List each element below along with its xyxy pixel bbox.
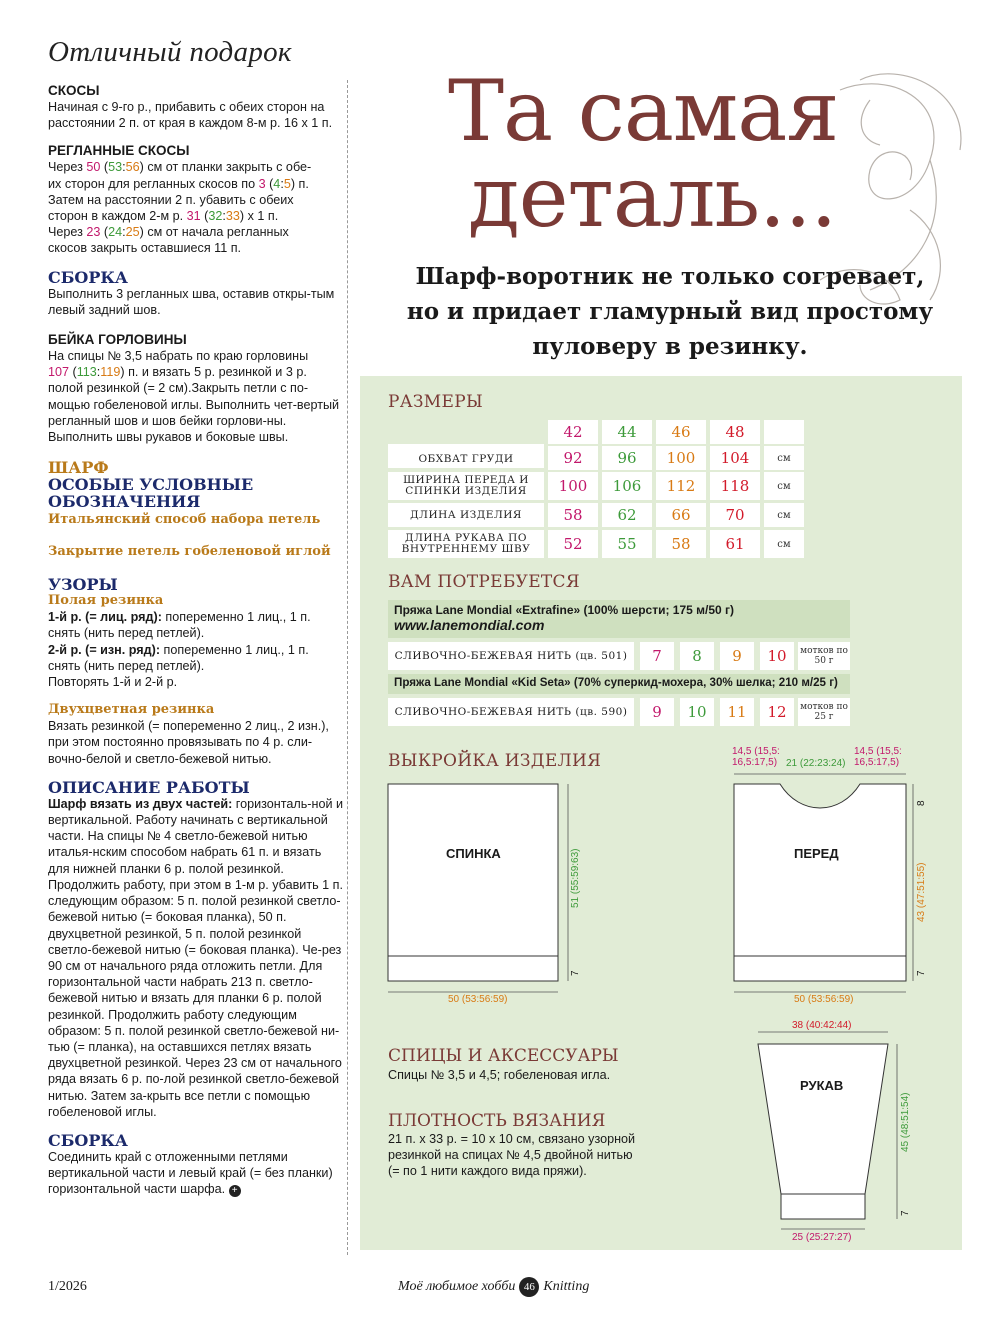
size-header-42: 42 [548,420,598,444]
size-header-48: 48 [710,420,760,444]
left-column [48,36,344,1198]
yarn1-bar: Пряжа Lane Mondial «Extrafine» (100% шерсти; 175 м/50 г) www.lanemondial.com [388,600,850,638]
opis-heading: ОПИСАНИЕ РАБОТЫ [48,777,250,797]
page-number: 46 [519,1277,539,1297]
sborka2-text: Соединить край с отложенными петлями вертикальной части и левый край (= без планки) горизонтальной части шарфа. + [48,1149,333,1197]
yarn1-42: 7 [640,642,674,670]
back-label: СПИНКА [446,846,501,861]
chest-46: 100 [656,446,706,470]
row-label-sleeve: ДЛИНА РУКАВА ПО ВНУТРЕННЕМУ ШВУ [388,530,544,558]
front-piece [734,784,906,981]
beika-heading: БЕЙКА ГОРЛОВИНЫ [48,332,187,348]
magazine-name: Моё любимое хобби [398,1279,516,1294]
front-neck-dim: 21 (22:23:24) [786,758,846,769]
pattern-heading: ВЫКРОЙКА ИЗДЕЛИЯ [388,751,602,771]
back-height-dim: 51 (55:59:63) [570,848,581,908]
length-unit: см [764,503,804,527]
sleeve-44: 55 [602,530,652,558]
width-44: 106 [602,472,652,500]
yarn1-44: 8 [680,642,714,670]
size-header-46: 46 [656,420,706,444]
beika-text: На спицы № 3,5 набрать по краю горловины 107 (113:119) п. и вязать 5 р. резинкой и 3 р. полой резинкой (= 2 см).Закрыть петли с по-мощью гобеленовой иглы. Выполнить чет-вертый регланный шов и шов бейки горлови-ны. Выполнить швы рукавов и боковые швы. [48,349,340,445]
yarn1-46: 9 [720,642,754,670]
width-46: 112 [656,472,706,500]
front-neck-depth-dim: 8 [916,800,927,806]
sleeve-42: 52 [548,530,598,558]
sleeve-height-dim: 45 (48:51:54) [900,1092,911,1152]
gauge-text: 21 п. х 33 р. = 10 х 10 см, связано узорной резинкой на спицах № 4,5 двойной нитью (= по 1 нити каждого вида пряжи). [388,1132,636,1179]
front-width-dim: 50 (53:56:59) [794,994,854,1005]
front-height-dim: 43 (47:51:55) [916,862,927,922]
materials-heading: ВАМ ПОТРЕБУЕТСЯ [388,572,580,592]
sborka2-heading: СБОРКА [48,1130,128,1150]
article-subtitle: Шарф-воротник не только согревает, но и придает гламурный вид простому пуловеру в резинку. [406,263,934,360]
uzory-heading: УЗОРЫ [48,575,118,595]
oboz-heading: ОСОБЫЕ УСЛОВНЫЕ ОБОЗНАЧЕНИЯ [48,475,254,512]
yarn1-48: 10 [760,642,794,670]
oboz-close: Закрытие петель гобеленовой иглой [48,544,331,560]
skosy-text: Начиная с 9-го р., прибавить с обеих сторон на расстоянии 2 п. от края в каждом 8-м р. 16 х 1 п. [48,100,333,131]
dvuh-heading: Двухцветная резинка [48,702,215,718]
raglan-heading: РЕГЛАННЫЕ СКОСЫ [48,143,190,159]
sleeve-bottom-dim: 25 (25:27:27) [792,1232,852,1243]
front-label: ПЕРЕД [794,846,839,861]
sleeve-top-dim: 38 (40:42:44) [792,1020,852,1031]
sleeve-unit: см [764,530,804,558]
chest-44: 96 [602,446,652,470]
gauge-heading: ПЛОТНОСТЬ ВЯЗАНИЯ [388,1111,606,1131]
back-piece [388,784,558,981]
sharf-heading: ШАРФ [48,458,109,478]
sleeve-48: 61 [710,530,760,558]
issue-number: 1/2026 [48,1279,87,1294]
opis-text: Шарф вязать из двух частей: горизонталь-ной и вертикальной. Работу начинать с вертикальной части. На спицы № 4 светло-бежевой нитью италья-нским способом набрать 61 п. и вязать для нижней планки 6 р. полой резинкой. Продолжить работу, при этом в 1-м р. убавить 1 п. следующим образом: 5 п. полой резинкой светло-бежевой нитью (= боковая планка), 50 п. двухцветной резинкой, 5 п. полой резинкой светло-бежевой нитью (= боковая планка). Че-рез 90 см от начального ряда отложить петли. Для горизонтальной части набрать 213 п. светло-бежевой нитью и вязать для планки 6 р. полой резинкой. Продолжить работу следующим образом: 5 п. полой резинкой светло-бежевой ни-тью (= планка), на оставшихся петлях вязать двухцветной резинкой. Через 23 см от начального ряда вязать 6 р. по-лой резинкой светло-бежевой нитью. Затем за-крыть все петли с помощью гобеленовой иглы. [48,796,344,1119]
yarn2-color: СЛИВОЧНО-БЕЖЕВАЯ НИТЬ (цв. 590) [388,698,634,726]
column-divider [347,80,348,1255]
size-header-44: 44 [602,420,652,444]
sizes-heading: РАЗМЕРЫ [388,392,483,412]
yarn2-48: 12 [760,698,794,726]
sleeve-46: 58 [656,530,706,558]
length-48: 70 [710,503,760,527]
front-side-right-dim: 14,5 (15,5: 16,5:17,5) [854,746,902,768]
sleeve-label: РУКАВ [800,1078,844,1093]
row-label-width: ШИРИНА ПЕРЕДА И СПИНКИ ИЗДЕЛИЯ [388,472,544,500]
length-42: 58 [548,503,598,527]
raglan-text: Через 50 (53:56) см от планки закрыть с обе- их сторон для регланных скосов по 3 (4:5) п. Затем на расстоянии 2 п. убавить с обеих сторон в каждом 2-м р. 31 (32:33) х 1 п. Через 23 (24:25) см от начала регланных скосов закрыть оставшиеся 11 п. [48,160,312,256]
yarn1-unit: мотков по 50 г [798,642,850,670]
yarn2-unit: мотков по 25 г [798,698,850,726]
length-46: 66 [656,503,706,527]
end-mark-icon: + [229,1185,241,1197]
chest-48: 104 [710,446,760,470]
sborka-heading: СБОРКА [48,267,128,287]
dvuh-text: Вязать резинкой (= попеременно 2 лиц., 2 изн.), при этом постоянно провязывать по 4 р. сли-вочно-белой и светло-бежевой нитью. [48,719,329,766]
sborka-text: Выполнить 3 регланных шва, оставив откры-тым левый задний шов. [48,286,335,317]
yarn2-bar: Пряжа Lane Mondial «Kid Seta» (70% суперкид-мохера, 30% шелка; 210 м/25 г) [388,674,850,694]
yarn2-44: 10 [680,698,714,726]
chest-unit: см [764,446,804,470]
repeat-text: Повторять 1-й и 2-й р. [48,675,178,690]
magazine-footer [398,1277,589,1297]
row-label-chest: ОБХВАТ ГРУДИ [388,444,544,468]
polaya-heading: Полая резинка [48,593,164,609]
back-width-dim: 50 (53:56:59) [448,994,508,1005]
chest-42: 92 [548,446,598,470]
sleeve-rib-dim: 7 [900,1210,911,1216]
yarn1-color: СЛИВОЧНО-БЕЖЕВАЯ НИТЬ (цв. 501) [388,642,634,670]
oboz-italian: Итальянский способ набора петель [48,512,321,528]
width-42: 100 [548,472,598,500]
section-name: Knitting [543,1279,590,1294]
row-label-length: ДЛИНА ИЗДЕЛИЯ [388,503,544,527]
article-title: Та самая деталь... [448,62,839,246]
length-44: 62 [602,503,652,527]
info-panel [360,376,962,1250]
yarn2-42: 9 [640,698,674,726]
yarn2-46: 11 [720,698,754,726]
back-rib-dim: 7 [570,970,581,976]
width-48: 118 [710,472,760,500]
needles-text: Спицы № 3,5 и 4,5; гобеленовая игла. [388,1068,611,1082]
row1-text: 1-й р. (= лиц. ряд): попеременно 1 лиц., 1 п. снять (нить перед петлей). [48,610,311,641]
skosy-heading: СКОСЫ [48,83,100,98]
needles-heading: СПИЦЫ И АКСЕССУАРЫ [388,1046,619,1066]
front-side-left-dim: 14,5 (15,5: 16,5:17,5) [732,746,780,768]
width-unit: см [764,472,804,500]
sleeve-piece [758,1044,888,1194]
row2-text: 2-й р. (= изн. ряд): попеременно 1 лиц., 1 п. снять (нить перед петлей). [48,642,309,673]
section-title: Отличный подарок [48,36,292,68]
front-rib-dim: 7 [916,970,927,976]
